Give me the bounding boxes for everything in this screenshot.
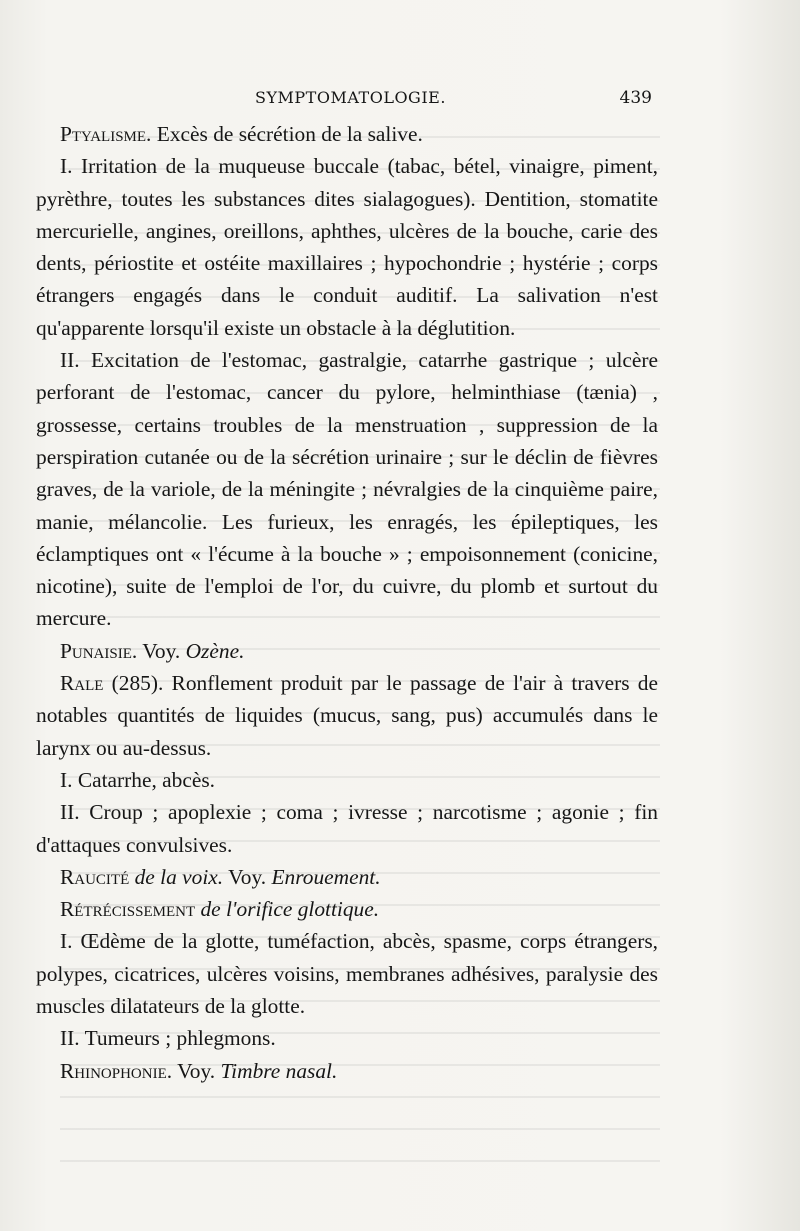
entry-subtitle: de la voix. bbox=[129, 864, 224, 889]
entry-retrecissement bbox=[36, 893, 658, 925]
entry-paragraph bbox=[36, 150, 658, 344]
section-number: I. bbox=[60, 929, 73, 954]
entry-head: Punaisie. bbox=[60, 638, 138, 663]
running-header bbox=[60, 88, 660, 114]
section-number: II. bbox=[60, 800, 80, 825]
cross-reference: Timbre nasal. bbox=[220, 1058, 338, 1083]
entry-paragraph bbox=[36, 925, 658, 1022]
entry-paragraph bbox=[36, 1022, 658, 1054]
entry-raucite bbox=[36, 861, 658, 893]
body-text bbox=[36, 118, 658, 1087]
see-also: Voy. bbox=[137, 638, 186, 663]
entry-definition: Excès de sécrétion de la salive. bbox=[151, 122, 423, 146]
entry-head: Rale bbox=[60, 671, 104, 696]
entry-punaisie bbox=[36, 635, 658, 667]
entry-definition: (285). Ronflement produit par le passage de l'air à travers de notables quantités de liquides (mucus, sang, pus) accumulés dans le larynx ou au-dessus. bbox=[36, 671, 658, 760]
running-title: SYMPTOMATOLOGIE. bbox=[255, 88, 446, 107]
page-number: 439 bbox=[619, 88, 652, 108]
entry-rhinophonie bbox=[36, 1055, 658, 1087]
section-number: II. bbox=[60, 348, 80, 373]
section-text: Croup ; apoplexie ; coma ; ivresse ; narcotisme ; agonie ; fin d'attaques convulsives. bbox=[36, 800, 658, 857]
section-number: I. bbox=[60, 154, 73, 179]
entry-paragraph bbox=[36, 344, 658, 635]
section-number: I. bbox=[60, 767, 73, 792]
entry-head: Ptyalisme. bbox=[60, 122, 152, 146]
entry-paragraph bbox=[36, 796, 658, 861]
entry-ptyalisme bbox=[36, 118, 658, 150]
entry-head: Raucité bbox=[60, 864, 130, 889]
cross-reference: Enrouement. bbox=[271, 864, 381, 889]
entry-rale bbox=[36, 667, 658, 764]
entry-paragraph bbox=[36, 764, 658, 796]
section-number: II. bbox=[60, 1026, 80, 1051]
entry-head: Rétrécissement bbox=[60, 897, 196, 922]
cross-reference: Ozène. bbox=[185, 638, 245, 663]
section-text: Œdème de la glotte, tuméfaction, abcès, spasme, corps étrangers, polypes, cicatrices, ulcères voisins, membranes adhésives, paralysie des muscles dilatateurs de la glotte. bbox=[36, 929, 658, 1019]
section-text: Catarrhe, abcès. bbox=[72, 767, 216, 792]
section-text: Tumeurs ; phlegmons. bbox=[79, 1026, 276, 1051]
see-also: Voy. bbox=[223, 864, 272, 889]
see-also: Voy. bbox=[172, 1058, 221, 1083]
entry-head: Rhinophonie. bbox=[60, 1058, 173, 1083]
section-text: Excitation de l'estomac, gastralgie, catarrhe gastrique ; ulcère perforant de l'estomac, cancer du pylore, helminthiase (tænia) , grossesse, certains troubles de la menstruation , suppression de la perspiration cutanée ou de la sécrétion urinaire ; sur le déclin de fièvres graves, de la variole, de la méningite ; névralgies de la cinquième paire, manie, mélancolie. Les furieux, les enragés, les épileptiques, les éclamptiques ont « l'écume à la bouche » ; empoisonnement (conicine, nicotine), suite de l'emploi de l'or, du cuivre, du plomb et surtout du mercure. bbox=[36, 348, 658, 631]
entry-subtitle: de l'orifice glottique. bbox=[195, 897, 380, 922]
section-text: Irritation de la muqueuse buccale (tabac, bétel, vinaigre, piment, pyrèthre, toutes les substances dites sialagogues). Dentition, stomatite mercurielle, angines, oreillons, aphthes, ulcères de la bouche, carie des dents, périostite et ostéite maxillaires ; hypochondrie ; hystérie ; corps étrangers engagés dans le conduit auditif. La salivation n'est qu'apparente lorsqu'il existe un obstacle à la déglutition. bbox=[36, 154, 658, 340]
